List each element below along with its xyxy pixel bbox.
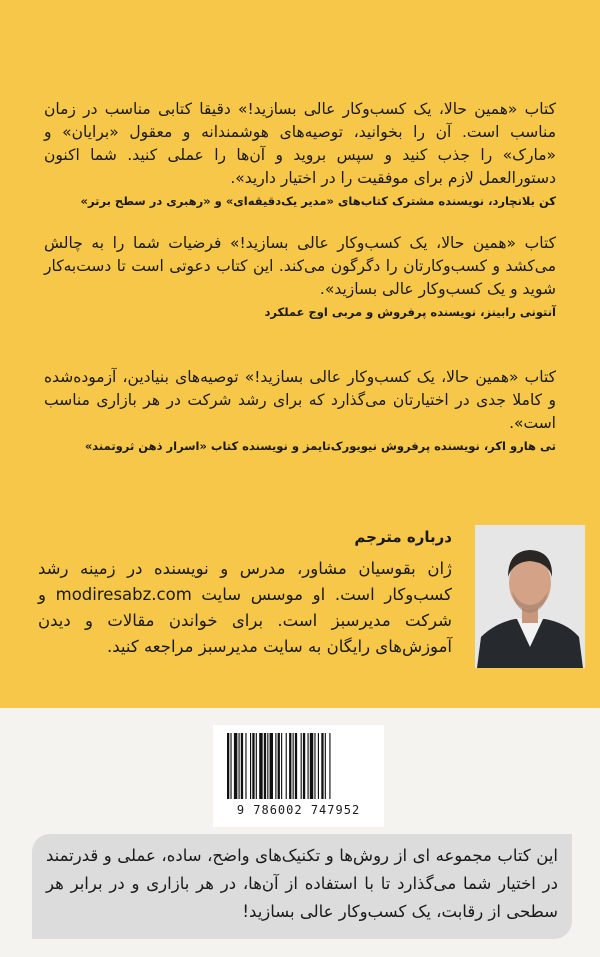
- barcode-bar: [301, 733, 302, 799]
- endorsement-attribution: تی هارو اکر، نویسنده پرفروش نیویورک‌تایمز و نویسنده کتاب «اسرار ذهن ثروتمند»: [84, 439, 556, 453]
- endorsement-3: [44, 366, 556, 454]
- barcode-bar: [264, 733, 266, 799]
- barcode-bar: [289, 733, 291, 799]
- barcode-bar: [318, 733, 319, 799]
- translator-photo: [475, 525, 585, 668]
- barcode-bar: [270, 733, 273, 799]
- summary-box: [32, 834, 572, 939]
- barcode-bar: [310, 733, 313, 799]
- barcode: [213, 725, 384, 827]
- barcode-bar: [252, 733, 254, 799]
- barcode-bar: [234, 733, 237, 799]
- endorsement-text: کتاب «همین حالا، یک کسب‌وکار عالی بسازید!» فرضیات شما را به چالش می‌کشد و کسب‌وکارتان را دگرگون می‌کند. این کتاب دعوتی است تا دست‌به‌کار شوید و یک کسب‌وکار عالی بسازید».: [44, 234, 556, 298]
- barcode-bar: [321, 733, 323, 799]
- barcode-bar: [308, 733, 309, 799]
- endorsement-attribution: آنتونی رابینز، نویسنده پرفروش و مربی اوج عملکرد: [264, 305, 556, 319]
- barcode-bar: [275, 733, 276, 799]
- barcode-bar: [303, 733, 305, 799]
- barcode-bar: [259, 733, 262, 799]
- barcode-bar: [293, 733, 294, 799]
- barcode-bar: [250, 733, 251, 799]
- barcode-bar: [314, 733, 315, 799]
- barcode-bar: [245, 733, 246, 799]
- barcode-bar: [329, 733, 330, 799]
- barcode-bar: [325, 733, 326, 799]
- translator-bio: ژان بقوسیان مشاور، مدرس و نویسنده در زمینه رشد کسب‌وکار است. او موسس سایت modiresabz.com و شرکت مدیرسبز است. برای خواندن مقالات و دیدن آموزش‌های رایگان به سایت مدیرسبز مراجعه کنید.: [38, 559, 452, 656]
- barcode-bar: [241, 733, 243, 799]
- endorsement-2: [44, 232, 556, 320]
- isbn-number: 9 786002 747952: [236, 803, 361, 817]
- summary-text: این کتاب مجموعه ای از روش‌ها و تکنیک‌های واضح، ساده، عملی و قدرتمند در اختیار شما می‌گذارد تا با استفاده از آن‌ها، در هر بازاری و در برابر هر سطحی از رقابت، یک کسب‌وکار عالی بسازید!: [46, 846, 558, 921]
- endorsement-text: کتاب «همین حالا، یک کسب‌وکار عالی بسازید!» توصیه‌های بنیادین، آزموده‌شده و کاملا جدی در اختیارتان می‌گذارد که برای رشد شرکت در هر بازاری مناسب است».: [44, 368, 556, 432]
- barcode-bar: [267, 733, 268, 799]
- barcode-bar: [281, 733, 282, 799]
- barcode-bars: [225, 733, 372, 803]
- barcode-bar: [286, 733, 287, 799]
- barcode-bar: [295, 733, 297, 799]
- barcode-bar: [256, 733, 257, 799]
- endorsement-1: [44, 98, 556, 209]
- barcode-bar: [227, 733, 229, 799]
- barcode-bar: [239, 733, 240, 799]
- endorsement-text: کتاب «همین حالا، یک کسب‌وکار عالی بسازید!» دقیقا کتابی مناسب در زمان مناسب است. آن را بخوانید، توصیه‌های هوشمندانه و معقول «برایان» و «مارک» را جذب کنید و سپس بروید و آن‌ها را عملی کنید. شما اکنون دستورالعمل لازم برای موفقیت را در اختیار دارید».: [44, 100, 556, 187]
- endorsement-attribution: کن بلانچارد، نویسنده مشترک کتاب‌های «مدیر یک‌دقیقه‌ای» و «رهبری در سطح برتر»: [80, 194, 556, 208]
- translator-heading: درباره مترجم: [354, 528, 452, 546]
- barcode-bar: [278, 733, 280, 799]
- barcode-bar: [230, 733, 231, 799]
- portrait-image: [475, 525, 585, 668]
